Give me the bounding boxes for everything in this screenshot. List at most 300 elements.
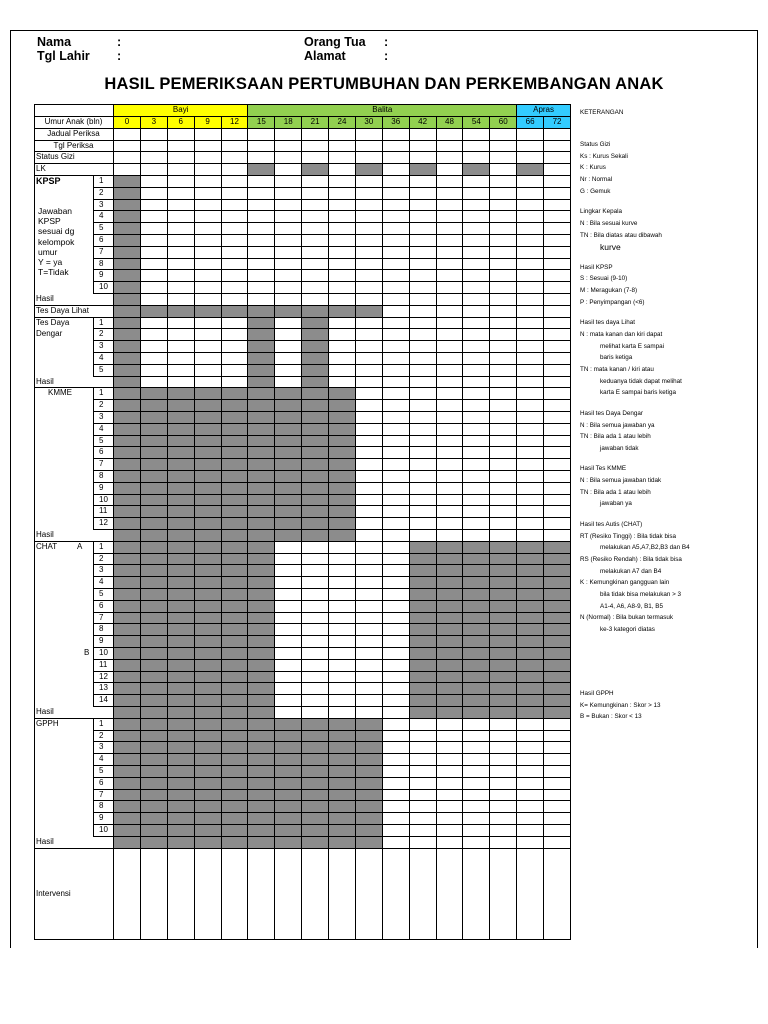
keterangan-line: K : Kemungkinan gangguan lain	[580, 579, 670, 587]
tdd-row-cell	[141, 341, 168, 353]
gpph-hasil-cell	[356, 837, 383, 849]
kmme-row-label-area	[34, 424, 94, 436]
kmme-row-cell	[222, 447, 249, 459]
kmme-row-cell	[410, 483, 437, 495]
kmme-hasil-cell	[490, 530, 517, 542]
kmme-row-cell	[383, 518, 410, 530]
chat-row-cell	[437, 554, 464, 566]
keterangan-line: ke-3 kategori diatas	[600, 626, 655, 634]
chat-row-cell	[410, 672, 437, 684]
kpsp-row-cell	[437, 282, 464, 294]
tdd-hasil-cell	[410, 377, 437, 389]
kmme-row-cell	[410, 447, 437, 459]
chat-row-label-area	[34, 683, 94, 695]
chat-row-cell	[517, 565, 544, 577]
gpph-hasil-cell	[141, 837, 168, 849]
kmme-row-cell	[437, 459, 464, 471]
keterangan-line: melakukan A7 dan B4	[600, 567, 662, 575]
kpsp-row-cell	[437, 270, 464, 282]
age-col-header: 36	[383, 117, 410, 129]
kpsp-row-cell	[517, 235, 544, 247]
kpsp-row-cell	[356, 211, 383, 223]
lk-row-cell	[517, 164, 544, 176]
kpsp-row-cell	[490, 211, 517, 223]
chat-row-cell	[114, 695, 141, 707]
kpsp-row-cell	[463, 282, 490, 294]
kmme-row-cell	[383, 388, 410, 400]
gpph-row-cell	[544, 754, 571, 766]
kpsp-row-cell	[517, 259, 544, 271]
kpsp-row-cell	[168, 247, 195, 259]
chat-row-cell	[490, 601, 517, 613]
tes-daya-dengar-label-2: Dengar	[36, 329, 63, 339]
kmme-row-cell	[383, 495, 410, 507]
kmme-row-cell	[302, 495, 329, 507]
chat-row-cell	[329, 613, 356, 625]
gpph-row-cell	[248, 790, 275, 802]
gpph-row-cell	[168, 801, 195, 813]
gpph-row-cell	[463, 790, 490, 802]
chat-row-cell	[356, 554, 383, 566]
kpsp-row-number: 10	[94, 282, 114, 294]
tdd-row-cell	[248, 318, 275, 330]
gpph-row-cell	[114, 766, 141, 778]
kpsp-hasil-cell	[356, 294, 383, 306]
gpph-label: GPPH	[36, 718, 59, 728]
kmme-row-number: 6	[94, 447, 114, 459]
gpph-row-cell	[141, 813, 168, 825]
chat-hasil-cell	[195, 707, 222, 719]
chat-row-cell	[248, 577, 275, 589]
chat-row-number: 12	[94, 672, 114, 684]
kmme-row-cell	[544, 518, 571, 530]
kmme-row-cell	[463, 518, 490, 530]
age-col-header: 18	[275, 117, 302, 129]
chat-row-cell	[248, 624, 275, 636]
kmme-row-cell	[356, 459, 383, 471]
chat-row-cell	[463, 589, 490, 601]
kpsp-row-cell	[302, 176, 329, 188]
gpph-row-number: 8	[94, 801, 114, 813]
chat-row-cell	[195, 613, 222, 625]
tes-daya-lihat-cell	[302, 306, 329, 318]
kpsp-row-cell	[248, 247, 275, 259]
kmme-row-cell	[517, 436, 544, 448]
chat-row-cell	[141, 613, 168, 625]
chat-row-cell	[114, 577, 141, 589]
chat-row-cell	[168, 601, 195, 613]
tdd-hasil-cell	[383, 377, 410, 389]
chat-row-cell	[356, 542, 383, 554]
kmme-row-cell	[302, 459, 329, 471]
tdd-row-cell	[222, 365, 249, 377]
keterangan-line: TN : Bila diatas atau dibawah	[580, 231, 662, 239]
kmme-row-cell	[437, 495, 464, 507]
gpph-row-cell	[329, 778, 356, 790]
kpsp-row-cell	[248, 188, 275, 200]
kpsp-row-cell	[195, 200, 222, 212]
kmme-row-number: 7	[94, 459, 114, 471]
gpph-row-cell	[410, 790, 437, 802]
gpph-row-cell	[141, 790, 168, 802]
kpsp-row-cell	[275, 176, 302, 188]
tdd-row-cell	[248, 365, 275, 377]
chat-row-cell	[544, 542, 571, 554]
kpsp-row-cell	[490, 176, 517, 188]
tdd-row-cell	[168, 365, 195, 377]
kpsp-row-cell	[329, 188, 356, 200]
kpsp-row-cell	[356, 247, 383, 259]
kmme-row-cell	[168, 436, 195, 448]
chat-row-cell	[383, 636, 410, 648]
kmme-row-cell	[490, 388, 517, 400]
chat-row-cell	[168, 683, 195, 695]
gpph-row-cell	[410, 719, 437, 731]
chat-hasil-cell	[248, 707, 275, 719]
tes-daya-lihat-cell	[275, 306, 302, 318]
gpph-row-cell	[517, 801, 544, 813]
intervensi-label	[34, 849, 114, 940]
kpsp-row-cell	[383, 235, 410, 247]
kmme-row-cell	[248, 471, 275, 483]
gpph-row-cell	[544, 825, 571, 837]
kmme-row-cell	[195, 400, 222, 412]
gpph-row-cell	[275, 742, 302, 754]
tdd-row-cell	[544, 329, 571, 341]
tdd-row-label-area	[34, 365, 94, 377]
kpsp-row-cell	[195, 282, 222, 294]
kmme-row-cell	[356, 412, 383, 424]
gpph-row-cell	[544, 766, 571, 778]
kmme-row-cell	[437, 518, 464, 530]
kmme-row-cell	[114, 400, 141, 412]
chat-row-cell	[195, 672, 222, 684]
tdd-row-cell	[383, 365, 410, 377]
kmme-row-cell	[329, 471, 356, 483]
kmme-row-cell	[437, 436, 464, 448]
kpsp-row-cell	[463, 176, 490, 188]
tdd-hasil-cell	[114, 377, 141, 389]
chat-row-cell	[383, 577, 410, 589]
kpsp-row-cell	[544, 176, 571, 188]
kmme-row-cell	[437, 471, 464, 483]
kpsp-row-cell	[437, 247, 464, 259]
age-group-balita: Balita	[248, 105, 517, 117]
kpsp-row-cell	[437, 211, 464, 223]
kmme-row-cell	[248, 388, 275, 400]
chat-row-cell	[168, 636, 195, 648]
keterangan-line: kurve	[600, 242, 621, 253]
kmme-row-cell	[114, 518, 141, 530]
tdd-row-cell	[463, 353, 490, 365]
tdd-row-cell	[329, 318, 356, 330]
kpsp-row-cell	[302, 270, 329, 282]
gpph-row-cell	[463, 801, 490, 813]
orang-tua-colon: :	[384, 35, 389, 49]
kmme-row-cell	[437, 412, 464, 424]
kmme-row-cell	[383, 506, 410, 518]
tdd-hasil-cell	[463, 377, 490, 389]
age-col-header: 0	[114, 117, 141, 129]
tdd-row-cell	[517, 353, 544, 365]
age-group-bayi: Bayi	[114, 105, 248, 117]
chat-row-cell	[302, 648, 329, 660]
chat-row-cell	[437, 683, 464, 695]
gpph-row-cell	[302, 801, 329, 813]
kmme-row-cell	[544, 388, 571, 400]
chat-row-cell	[275, 542, 302, 554]
gpph-row-cell	[383, 790, 410, 802]
jadual-periksa-row-cell	[329, 129, 356, 141]
status-gizi-row-cell	[114, 152, 141, 164]
gpph-row-cell	[410, 778, 437, 790]
chat-row-cell	[114, 613, 141, 625]
gpph-row-cell	[329, 790, 356, 802]
kmme-row-cell	[329, 506, 356, 518]
gpph-hasil-cell	[544, 837, 571, 849]
chat-row-cell	[490, 613, 517, 625]
tdd-row-cell	[329, 341, 356, 353]
chat-row-cell	[141, 601, 168, 613]
chat-row-cell	[302, 589, 329, 601]
tdd-row-cell	[356, 329, 383, 341]
chat-row-cell	[141, 565, 168, 577]
gpph-row-cell	[410, 742, 437, 754]
gpph-row-cell	[463, 719, 490, 731]
kmme-hasil-cell	[517, 530, 544, 542]
keterangan-line: Hasil tes daya Lihat	[580, 319, 635, 327]
chat-row-cell	[544, 577, 571, 589]
tdd-row-cell	[195, 341, 222, 353]
keterangan-line: melihat karta E sampai	[600, 342, 665, 350]
chat-row-cell	[302, 565, 329, 577]
keterangan-line: Nr : Normal	[580, 176, 613, 184]
tdd-hasil-cell	[248, 377, 275, 389]
intervensi-cell	[222, 849, 249, 940]
gpph-row-number: 7	[94, 790, 114, 802]
kmme-row-cell	[168, 483, 195, 495]
alamat-label: Alamat	[304, 49, 346, 63]
kpsp-row-cell	[410, 282, 437, 294]
intervensi-cell	[356, 849, 383, 940]
chat-label: CHAT	[36, 541, 58, 551]
status-gizi-row-cell	[490, 152, 517, 164]
kmme-row-cell	[356, 506, 383, 518]
chat-row-cell	[329, 577, 356, 589]
tes-daya-lihat-cell	[410, 306, 437, 318]
gpph-row-cell	[490, 742, 517, 754]
chat-row-cell	[222, 636, 249, 648]
chat-row-cell	[248, 554, 275, 566]
kmme-row-cell	[437, 447, 464, 459]
kmme-row-cell	[356, 424, 383, 436]
chat-row-cell	[490, 565, 517, 577]
gpph-row-cell	[463, 825, 490, 837]
kmme-row-cell	[275, 424, 302, 436]
gpph-row-label-area	[34, 813, 94, 825]
chat-row-cell	[437, 648, 464, 660]
kpsp-row-cell	[490, 259, 517, 271]
kmme-row-cell	[195, 412, 222, 424]
gpph-row-cell	[490, 813, 517, 825]
kmme-row-cell	[195, 459, 222, 471]
chat-row-label-area	[34, 660, 94, 672]
gpph-hasil-cell	[302, 837, 329, 849]
tdd-row-cell	[356, 341, 383, 353]
chat-row-cell	[490, 554, 517, 566]
kmme-row-cell	[356, 388, 383, 400]
gpph-row-number: 6	[94, 778, 114, 790]
tdd-row-cell	[168, 329, 195, 341]
kpsp-row-cell	[141, 211, 168, 223]
gpph-row-cell	[168, 742, 195, 754]
kmme-row-cell	[302, 483, 329, 495]
chat-row-cell	[517, 672, 544, 684]
chat-row-cell	[517, 589, 544, 601]
kmme-row-number: 5	[94, 436, 114, 448]
jadual-periksa-row-cell	[248, 129, 275, 141]
tdd-row-cell	[114, 341, 141, 353]
kmme-row-label-area	[34, 471, 94, 483]
kpsp-row-cell	[168, 235, 195, 247]
chat-row-cell	[463, 601, 490, 613]
kmme-row-cell	[490, 471, 517, 483]
chat-row-cell	[141, 683, 168, 695]
gpph-row-cell	[410, 731, 437, 743]
gpph-hasil-cell	[517, 837, 544, 849]
kmme-row-cell	[168, 388, 195, 400]
tdd-row-cell	[410, 329, 437, 341]
chat-hasil-cell	[463, 707, 490, 719]
kpsp-row-cell	[329, 223, 356, 235]
gpph-hasil-cell	[195, 837, 222, 849]
kpsp-row-cell	[329, 200, 356, 212]
gpph-row-cell	[141, 825, 168, 837]
age-col-header: 72	[544, 117, 571, 129]
chat-row-cell	[410, 624, 437, 636]
chat-row-cell	[275, 613, 302, 625]
chat-row-cell	[517, 636, 544, 648]
chat-row-cell	[195, 624, 222, 636]
kmme-row-label-area	[34, 518, 94, 530]
kmme-row-cell	[544, 459, 571, 471]
chat-hasil-cell	[356, 707, 383, 719]
kmme-row-cell	[114, 459, 141, 471]
tdd-row-number: 5	[94, 365, 114, 377]
chat-row-cell	[383, 613, 410, 625]
kpsp-row-cell	[544, 223, 571, 235]
kpsp-row-cell	[195, 223, 222, 235]
kpsp-row-cell	[168, 211, 195, 223]
tgl-periksa-row-cell	[410, 141, 437, 153]
chat-row-cell	[302, 695, 329, 707]
lk-row-cell	[168, 164, 195, 176]
kpsp-row-cell	[248, 176, 275, 188]
kmme-row-cell	[356, 483, 383, 495]
kmme-row-cell	[275, 483, 302, 495]
gpph-hasil-cell	[248, 837, 275, 849]
chat-row-cell	[544, 601, 571, 613]
tdd-row-cell	[437, 341, 464, 353]
chat-row-cell	[544, 589, 571, 601]
tdd-row-cell	[544, 318, 571, 330]
kpsp-row-cell	[463, 223, 490, 235]
kpsp-row-cell	[517, 188, 544, 200]
chat-row-cell	[410, 683, 437, 695]
intervensi-cell	[248, 849, 275, 940]
chat-row-cell	[195, 601, 222, 613]
kpsp-row-cell	[463, 188, 490, 200]
chat-row-cell	[463, 636, 490, 648]
kmme-row-cell	[114, 471, 141, 483]
gpph-row-cell	[141, 801, 168, 813]
kmme-row-cell	[141, 483, 168, 495]
chat-row-cell	[544, 683, 571, 695]
kpsp-row-cell	[275, 211, 302, 223]
tdd-row-label-area	[34, 353, 94, 365]
kmme-row-label-area	[34, 400, 94, 412]
kmme-row-cell	[329, 424, 356, 436]
keterangan-line: Ks : Kurus Sekali	[580, 152, 628, 160]
gpph-row-cell	[195, 825, 222, 837]
chat-row-cell	[490, 542, 517, 554]
kmme-row-cell	[275, 388, 302, 400]
kmme-row-number: 4	[94, 424, 114, 436]
intervensi-text: Intervensi	[36, 889, 71, 899]
keterangan-line: Status Gizi	[580, 141, 611, 148]
kmme-row-cell	[195, 436, 222, 448]
jadual-periksa-row-cell	[356, 129, 383, 141]
kpsp-row-number: 1	[94, 176, 114, 188]
tdd-row-cell	[222, 341, 249, 353]
kmme-row-cell	[463, 388, 490, 400]
tdd-row-cell	[114, 365, 141, 377]
tdd-row-cell	[114, 318, 141, 330]
gpph-row-number: 4	[94, 754, 114, 766]
chat-row-cell	[490, 577, 517, 589]
keterangan-line: A1-4, A6, A8-9, B1, B5	[600, 602, 664, 610]
kmme-row-cell	[114, 412, 141, 424]
chat-row-cell	[437, 660, 464, 672]
tdd-hasil-cell	[222, 377, 249, 389]
gpph-row-cell	[463, 754, 490, 766]
jadual-periksa-row-cell	[437, 129, 464, 141]
kpsp-row-cell	[302, 247, 329, 259]
chat-row-cell	[114, 648, 141, 660]
umur-anak-label: Umur Anak (bln)	[34, 117, 114, 129]
kpsp-hasil-cell	[195, 294, 222, 306]
tdd-row-cell	[302, 329, 329, 341]
kpsp-row-cell	[275, 235, 302, 247]
kmme-row-cell	[141, 447, 168, 459]
kpsp-row-cell	[195, 188, 222, 200]
chat-row-cell	[275, 683, 302, 695]
chat-row-cell	[222, 672, 249, 684]
chat-row-cell	[517, 660, 544, 672]
tdd-row-number: 3	[94, 341, 114, 353]
kpsp-row-cell	[114, 223, 141, 235]
kmme-row-cell	[383, 471, 410, 483]
chat-row-cell	[463, 648, 490, 660]
keterangan-line: keduanya tidak dapat melihat	[600, 377, 682, 385]
kpsp-row-cell	[490, 188, 517, 200]
chat-row-cell	[248, 589, 275, 601]
tes-daya-lihat-cell	[517, 306, 544, 318]
intervensi-cell	[168, 849, 195, 940]
chat-row-cell	[275, 624, 302, 636]
kpsp-row-cell	[490, 223, 517, 235]
tdd-row-cell	[437, 329, 464, 341]
